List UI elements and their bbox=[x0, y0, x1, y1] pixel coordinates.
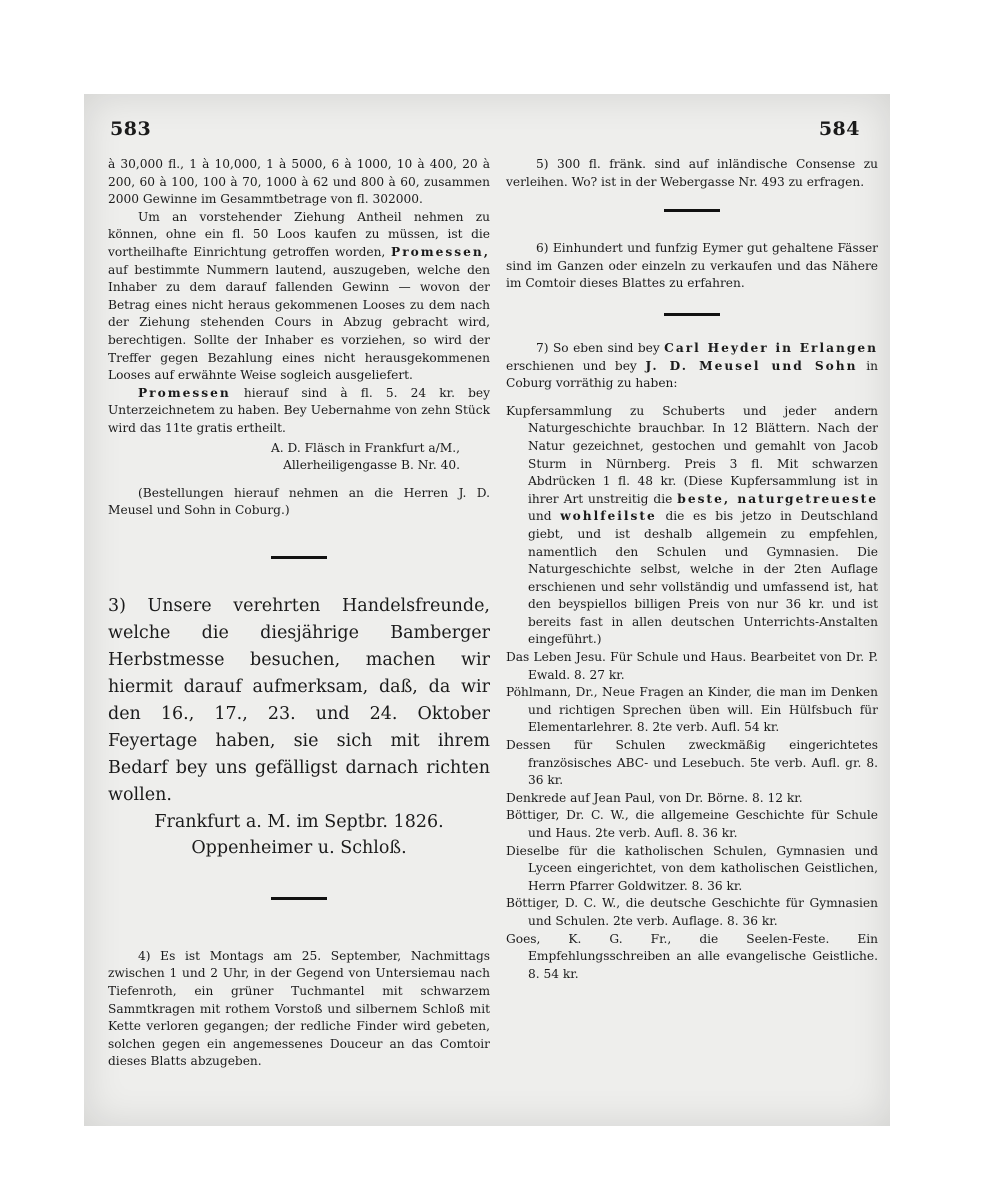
promessen-paragraph bbox=[108, 209, 490, 385]
book-entry-text-a: Kupfersammlung zu Schuberts und jeder andern Naturgeschichte brauchbar. In 12 Blättern. Nach der Natur gezeichnet, gestochen und gemahlt von Jacob Sturm in Nürnberg. Preis 3 fl. Mit schwarzen Abdrücken 1 fl. 48 kr. (Diese Kupfersammlung ist in ihrer Art unstreitig die bbox=[506, 403, 878, 506]
book-entry-emphasis-1: beste, naturgetreueste bbox=[677, 491, 879, 506]
loan-notice: 5) 300 fl. fränk. sind auf inländische Consense zu verleihen. Wo? ist in der Webergasse Nr. 493 zu erfragen. bbox=[506, 157, 878, 189]
publisher-name: Carl Heyder in Erlangen bbox=[664, 340, 878, 355]
book-entry bbox=[506, 403, 878, 649]
lost-coat-paragraph: 4) Es ist Montags am 25. September, Nachmittags zwischen 1 und 2 Uhr, in der Gegend von Untersiemau nach Tiefenroth, ein grüner Tuchmantel mit schwarzem Sammtkragen mit rothem Vorstoß und silbernem Schloß mit Kette verloren gegangen; der redliche Finder wird gebeten, solchen gegen ein angemessenes Douceur an das Comtoir dieses Blatts abzugeben. bbox=[108, 948, 490, 1069]
section-divider bbox=[664, 209, 720, 212]
orders-note: (Bestellungen hierauf nehmen an die Herren J. D. Meusel und Sohn in Coburg.) bbox=[108, 485, 490, 518]
book-entry: Das Leben Jesu. Für Schule und Haus. Bearbeitet von Dr. P. Ewald. 8. 27 kr. bbox=[506, 650, 878, 682]
promessen-price-text: hierauf sind à fl. 5. 24 kr. bey Unterzeichnetem zu haben. Bey Uebernahme von zehn Stück wird das 11te gratis ertheilt. bbox=[108, 385, 491, 435]
section-divider bbox=[271, 556, 327, 559]
publisher-text-b: erschienen und bey bbox=[506, 358, 637, 373]
signature-line-2: Allerheiligengasse B. Nr. 40. bbox=[283, 458, 460, 473]
book-entry: Dieselbe für die katholischen Schulen, Gymnasien und Lyceen eingerichtet, von dem katholischen Geistlichen, Herrn Pfarrer Goldwitzer. 8. 36 kr. bbox=[506, 843, 878, 893]
section-divider bbox=[271, 897, 327, 900]
book-entry: Pöhlmann, Dr., Neue Fragen an Kinder, die man im Denken und richtigen Sprechen üben will. Ein Hülfsbuch für Elementarlehrer. 8. 2te verb. Aufl. 54 kr. bbox=[506, 685, 878, 735]
publisher-notice bbox=[506, 340, 878, 393]
newspaper-page bbox=[84, 94, 890, 1126]
promessen-term: Promessen, bbox=[391, 244, 490, 259]
book-entry-text-b: und bbox=[528, 509, 552, 524]
left-column bbox=[108, 156, 490, 1071]
book-entry-text-c: die es bis jetzo in Deutschland giebt, und ist deshalb allgemein zu empfehlen, namentlich den Schulen und Gymnasien. Die Naturgeschichte selbst, welche in der 2ten Auflage erschienen und sehr vollständig und umfassend ist, hat den beyspiellos billigen Preis von nur 36 kr. und ist bereits fast in allen deutschen Unterrichts-Anstalten eingeführt.) bbox=[528, 509, 879, 647]
trade-notice-paragraph: 3) Unsere verehrten Handelsfreunde, welche die diesjährige Bamberger Herbstmesse besuchen, machen wir hiermit darauf aufmerksam, daß, da wir den 16., 17., 23. und 24. Oktober Feyertage haben, sie sich mit ihrem Bedarf bey uns gefälligst darnach richten wollen. bbox=[108, 595, 490, 805]
trade-notice-place-date: Frankfurt a. M. im Septbr. 1826. bbox=[154, 811, 444, 832]
page-number-left: 583 bbox=[110, 118, 152, 140]
lottery-prizes-paragraph: à 30,000 fl., 1 à 10,000, 1 à 5000, 6 à 1000, 10 à 400, 20 à 200, 60 à 100, 100 à 70, 1000 à 62 und 800 à 60, zusammen 2000 Gewinne im Gesammtbetrage von fl. 302000. bbox=[108, 157, 490, 207]
publisher-text-c: in Coburg vorräthig zu haben: bbox=[506, 358, 879, 391]
page-number-right: 584 bbox=[818, 118, 860, 140]
book-entry-emphasis-2: wohlfeilste bbox=[560, 509, 657, 524]
promessen-term-2: Promessen bbox=[138, 385, 231, 400]
book-entry: Böttiger, Dr. C. W., die allgemeine Geschichte für Schule und Haus. 2te verb. Aufl. 8. 36 kr. bbox=[506, 808, 878, 840]
book-entry: Dessen für Schulen zweckmäßig eingerichtetes französisches ABC- und Lesebuch. 5te verb. Aufl. gr. 8. 36 kr. bbox=[506, 738, 878, 788]
publisher-text-a: 7) So eben sind bey bbox=[536, 340, 660, 355]
trade-notice-signature: Oppenheimer u. Schloß. bbox=[191, 837, 407, 858]
barrels-notice: 6) Einhundert und funfzig Eymer gut gehaltene Fässer sind im Ganzen oder einzeln zu verkaufen und das Nähere im Comtoir dieses Blattes zu erfahren. bbox=[506, 241, 878, 291]
bookseller-name: J. D. Meusel und Sohn bbox=[645, 358, 858, 373]
book-entry: Goes, K. G. Fr., die Seelen-Feste. Ein Empfehlungsschreiben an alle evangelische Geistliche. 8. 54 kr. bbox=[506, 931, 878, 981]
section-divider bbox=[664, 313, 720, 316]
promessen-text-a: Um an vorstehender Ziehung Antheil nehmen zu können, ohne ein fl. 50 Loos kaufen zu müssen, ist die vortheilhafte Einrichtung getroffen worden, bbox=[108, 209, 490, 259]
promessen-text-b: auf bestimmte Nummern lautend, auszugeben, welche den Inhaber zu dem darauf fallenden Gewinn — wovon der Betrag eines nicht heraus gekommenen Looses zu dem nach der Ziehung stehenden Cours in Abzug gebracht wird, berechtigen. Sollte der Inhaber es vorziehen, so wird der Treffer gegen Bezahlung eines nicht herausgekommenen Looses auf erwähnte Weise sogleich ausgeliefert. bbox=[108, 262, 490, 383]
signature-line-1: A. D. Fläsch in Frankfurt a/M., bbox=[270, 440, 460, 455]
book-entry: Denkrede auf Jean Paul, von Dr. Börne. 8. 12 kr. bbox=[506, 790, 803, 805]
book-entry: Böttiger, D. C. W., die deutsche Geschichte für Gymnasien und Schulen. 2te verb. Auflage. 8. 36 kr. bbox=[506, 896, 878, 928]
right-column bbox=[506, 156, 878, 983]
promessen-price-paragraph bbox=[108, 385, 490, 438]
